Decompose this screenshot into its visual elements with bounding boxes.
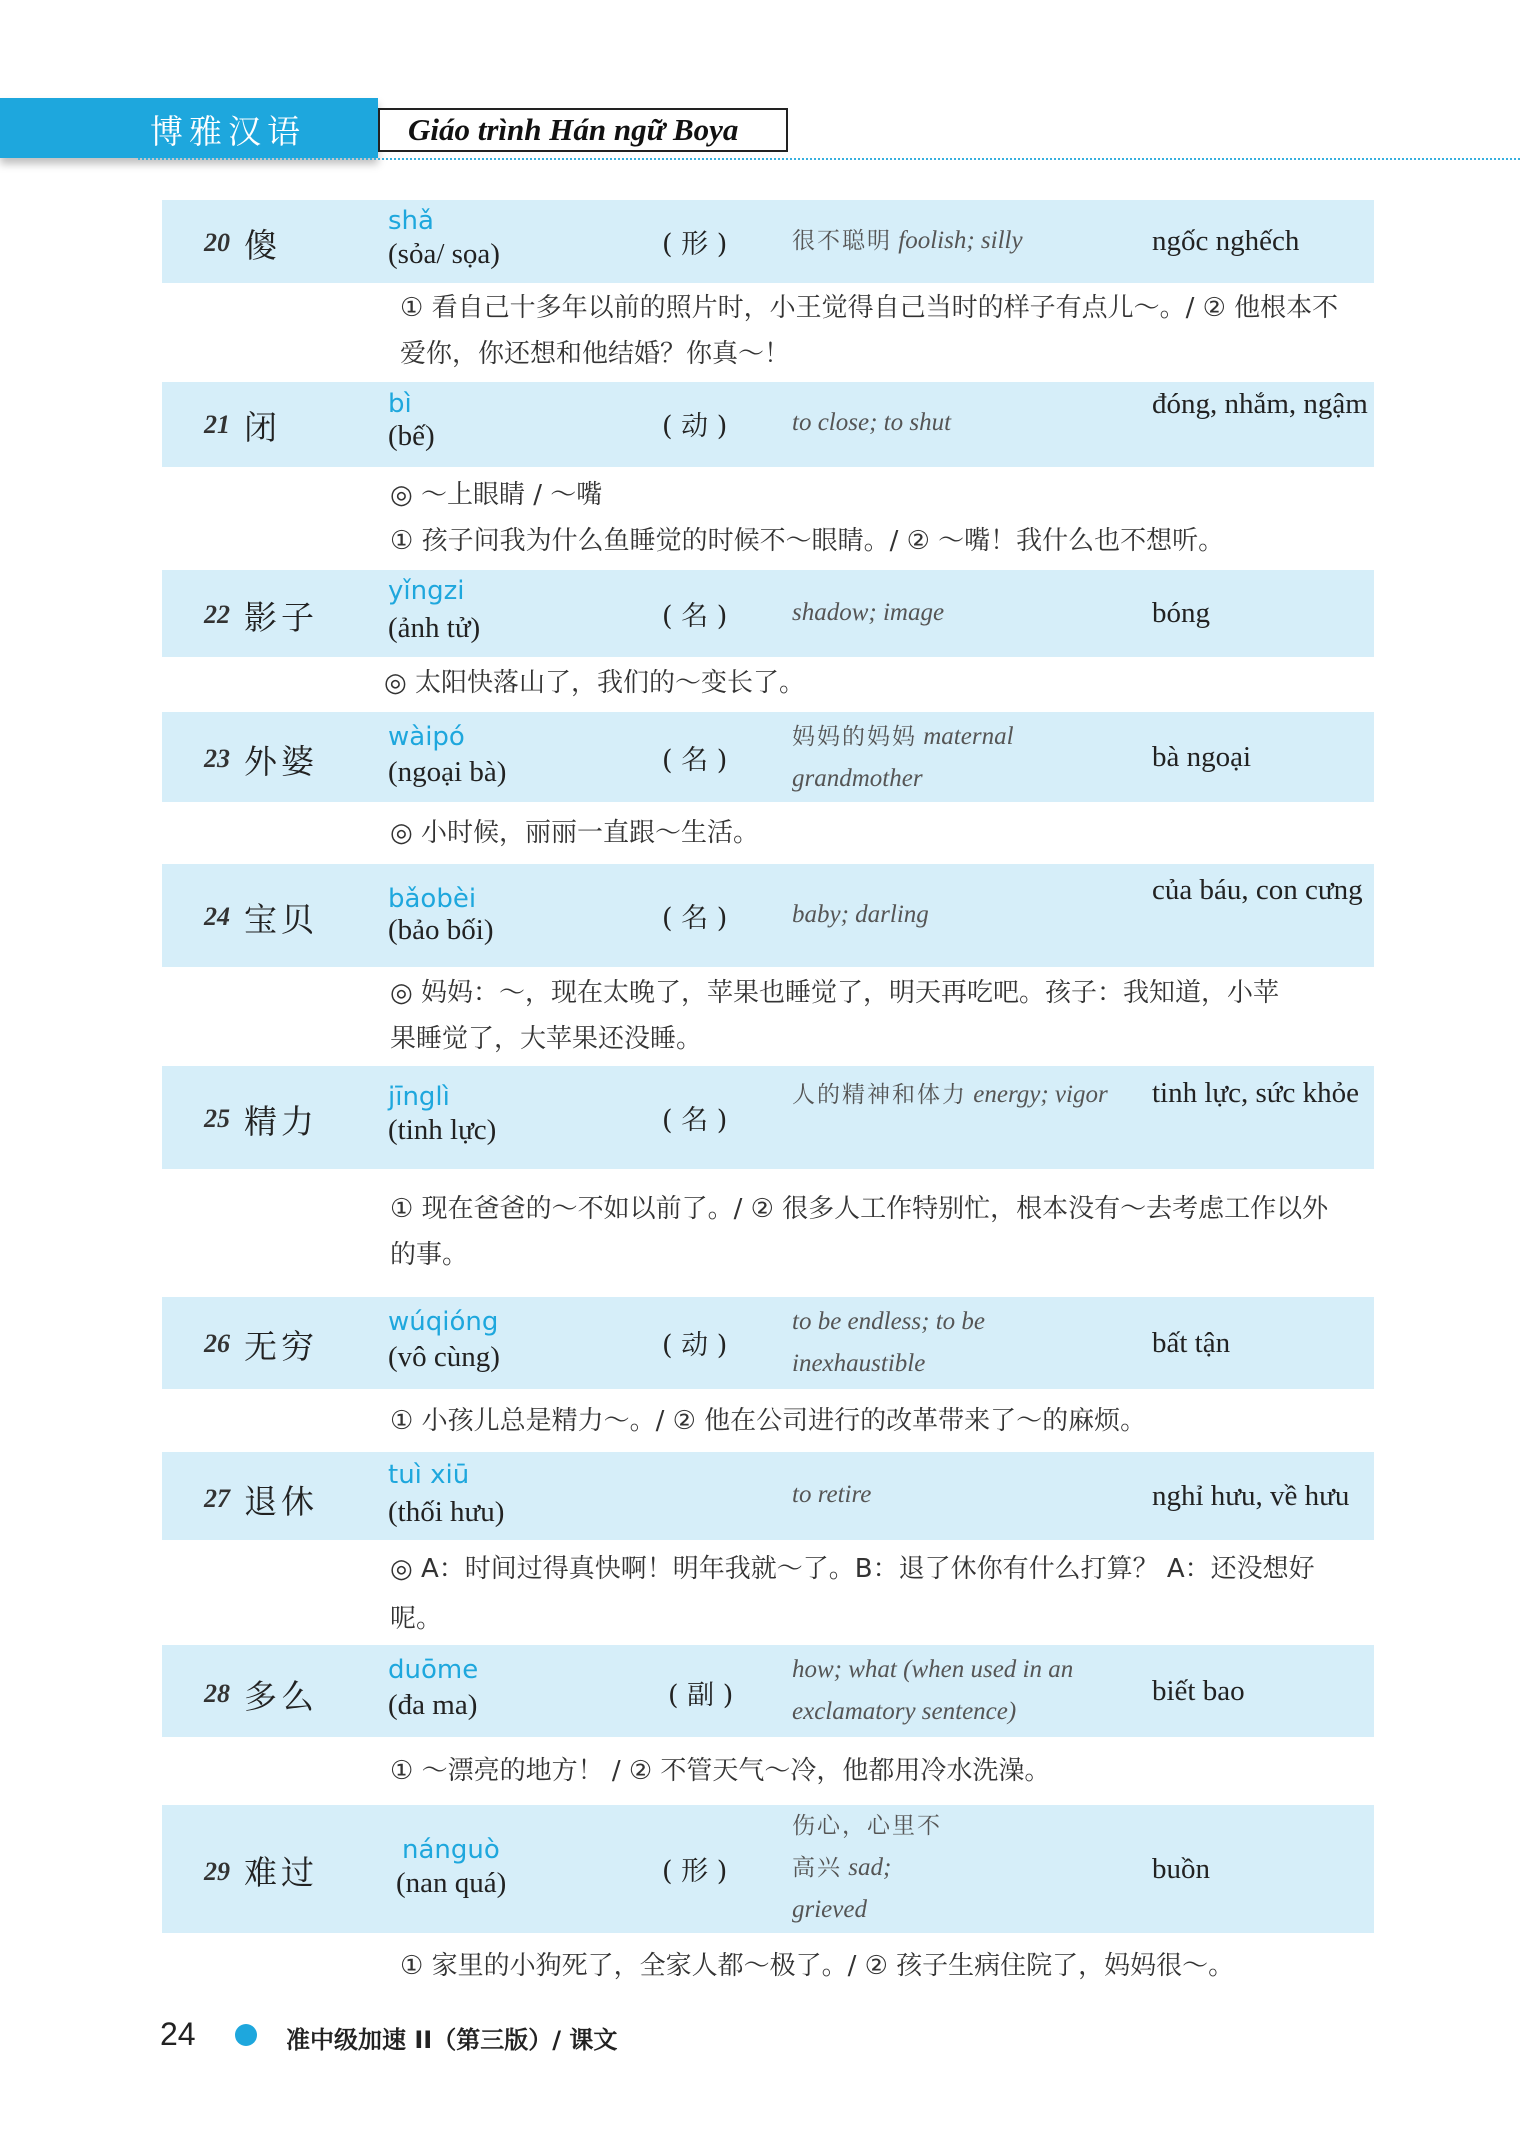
entry-number: 24 bbox=[204, 902, 230, 931]
footer-bullet-icon bbox=[235, 2024, 257, 2046]
entry-sino-viet: (nan quá) bbox=[396, 1867, 507, 1899]
definition-en: foolish; silly bbox=[898, 227, 1023, 254]
vocab-row-20 bbox=[162, 200, 1374, 283]
example-line: ① ～漂亮的地方！ / ② 不管天气～冷，他都用冷水洗澡。 bbox=[390, 1756, 1051, 1786]
entry-definition bbox=[792, 716, 1112, 800]
entry-translation: tinh lực, sức khỏe bbox=[1152, 1077, 1360, 1109]
example-block-20 bbox=[400, 285, 1355, 377]
entry-number: 21 bbox=[204, 410, 230, 439]
example-block-28 bbox=[390, 1748, 1350, 1794]
definition-en: to close; to shut bbox=[792, 409, 952, 436]
entry-pinyin: bǎobèi bbox=[388, 884, 477, 914]
vocab-row-29 bbox=[162, 1805, 1374, 1933]
example-line: ① 家里的小狗死了，全家人都～极了。/ ② 孩子生病住院了，妈妈很～。 bbox=[400, 1951, 1235, 1981]
definition-en: sad; grieved bbox=[792, 1854, 892, 1923]
entry-word: 傻 bbox=[244, 226, 281, 265]
vocab-row-25 bbox=[162, 1066, 1374, 1169]
entry-pinyin: tuì xiū bbox=[388, 1460, 470, 1490]
example-line: ① 现在爸爸的～不如以前了。/ ② 很多人工作特别忙，根本没有～去考虑工作以外的事。 bbox=[390, 1194, 1329, 1270]
entry-pos: ( 动 ) bbox=[662, 411, 728, 442]
entry-definition bbox=[792, 1301, 1092, 1385]
entry-number: 23 bbox=[204, 744, 230, 773]
entry-pinyin: wàipó bbox=[388, 722, 465, 752]
entry-pinyin: shǎ bbox=[388, 206, 434, 236]
entry-pinyin: jīnglì bbox=[388, 1082, 450, 1112]
page-number: 24 bbox=[160, 2016, 196, 2052]
example-block-24 bbox=[390, 970, 1290, 1062]
vocab-row-27 bbox=[162, 1452, 1374, 1540]
example-block-27 bbox=[390, 1544, 1340, 1644]
entry-pinyin: nánguò bbox=[402, 1835, 500, 1865]
entry-number: 28 bbox=[204, 1679, 230, 1708]
entry-number: 22 bbox=[204, 600, 230, 629]
entry-number: 20 bbox=[204, 228, 230, 257]
vocab-row-26 bbox=[162, 1297, 1374, 1389]
definition-en: shadow; image bbox=[792, 599, 945, 626]
entry-sino-viet: (ngoại bà) bbox=[388, 756, 507, 788]
entry-pinyin: bì bbox=[388, 389, 412, 419]
entry-definition bbox=[792, 592, 1112, 634]
entry-definition bbox=[792, 1074, 1112, 1116]
entry-definition bbox=[792, 1474, 1112, 1516]
example-line: ◎ 妈妈：～，现在太晚了，苹果也睡觉了，明天再吃吧。孩子：我知道，小苹果睡觉了，大苹果还没睡。 bbox=[390, 978, 1279, 1054]
book-title-banner bbox=[0, 98, 378, 158]
entry-number: 27 bbox=[204, 1484, 230, 1513]
definition-zh: 人的精神和体力 bbox=[792, 1082, 967, 1108]
entry-sino-viet: (thối hưu) bbox=[388, 1496, 505, 1528]
entry-word: 宝贝 bbox=[244, 900, 318, 939]
entry-sino-viet: (bế) bbox=[388, 420, 435, 452]
definition-zh: 伤心，心里不高兴 bbox=[792, 1813, 942, 1881]
entry-word: 退休 bbox=[244, 1482, 318, 1521]
example-block-22 bbox=[384, 660, 1344, 706]
entry-translation: bóng bbox=[1152, 597, 1210, 629]
entry-pos: ( 名 ) bbox=[662, 601, 728, 632]
example-block-21 bbox=[390, 472, 1350, 564]
entry-translation: bất tận bbox=[1152, 1327, 1231, 1359]
entry-translation: đóng, nhắm, ngậm bbox=[1152, 388, 1368, 420]
entry-sino-viet: (vô cùng) bbox=[388, 1341, 500, 1373]
example-line: ① 孩子问我为什么鱼睡觉的时候不～眼睛。/ ② ～嘴！我什么也不想听。 bbox=[390, 526, 1225, 556]
entry-pos: ( 名 ) bbox=[662, 1105, 728, 1136]
example-line: ① 看自己十多年以前的照片时，小王觉得自己当时的样子有点儿～。/ ② 他根本不爱你，你还想和他结婚？你真～！ bbox=[400, 293, 1339, 369]
entry-sino-viet: (sỏa/ sọa) bbox=[388, 238, 500, 270]
entry-definition bbox=[792, 220, 1132, 262]
definition-en: energy; vigor bbox=[973, 1081, 1108, 1108]
book-title-vi: Giáo trình Hán ngữ Boya bbox=[408, 112, 739, 147]
entry-number: 25 bbox=[204, 1104, 230, 1133]
vocab-row-28 bbox=[162, 1645, 1374, 1737]
vocab-row-24 bbox=[162, 864, 1374, 967]
example-block-29 bbox=[400, 1943, 1360, 1989]
example-line: ◎ A：时间过得真快啊！明年我就～了。B：退了休你有什么打算？ A：还没想好呢。 bbox=[390, 1554, 1315, 1634]
definition-en: maternal grandmother bbox=[792, 723, 1014, 792]
entry-word: 多么 bbox=[244, 1677, 318, 1716]
entry-word: 影子 bbox=[244, 598, 318, 637]
example-line: ◎ 太阳快落山了，我们的～变长了。 bbox=[384, 668, 805, 698]
definition-en: to retire bbox=[792, 1481, 872, 1508]
entry-word: 外婆 bbox=[244, 742, 318, 781]
footer-book-title: 准中级加速 II（第三版）/ 课文 bbox=[286, 2026, 618, 2054]
definition-zh: 很不聪明 bbox=[792, 228, 892, 254]
example-block-26 bbox=[390, 1398, 1350, 1444]
vocab-row-23 bbox=[162, 712, 1374, 802]
entry-sino-viet: (đa ma) bbox=[388, 1689, 478, 1721]
entry-definition bbox=[792, 402, 1112, 444]
entry-word: 精力 bbox=[244, 1102, 318, 1141]
entry-pos: ( 副 ) bbox=[668, 1680, 734, 1711]
example-block-23 bbox=[390, 810, 1350, 856]
entry-number: 29 bbox=[204, 1857, 230, 1886]
example-block-25 bbox=[390, 1186, 1350, 1278]
entry-definition bbox=[792, 1649, 1122, 1733]
entry-translation: biết bao bbox=[1152, 1675, 1245, 1707]
entry-translation: nghỉ hưu, về hưu bbox=[1152, 1480, 1350, 1512]
entry-sino-viet: (ảnh tử) bbox=[388, 612, 481, 644]
entry-translation: của báu, con cưng bbox=[1152, 874, 1363, 906]
entry-translation: ngốc nghếch bbox=[1152, 225, 1300, 257]
entry-sino-viet: (bảo bối) bbox=[388, 914, 494, 946]
vocab-row-21 bbox=[162, 382, 1374, 467]
entry-word: 闭 bbox=[244, 408, 281, 447]
definition-en: how; what (when used in an exclamatory sentence) bbox=[792, 1656, 1074, 1725]
entry-number: 26 bbox=[204, 1329, 230, 1358]
entry-translation: bà ngoại bbox=[1152, 741, 1252, 773]
entry-definition bbox=[792, 894, 1112, 936]
definition-en: baby; darling bbox=[792, 901, 929, 928]
example-line: ◎ 小时候，丽丽一直跟～生活。 bbox=[390, 818, 759, 848]
entry-pos: ( 名 ) bbox=[662, 745, 728, 776]
book-title-cn: 博雅汉语 bbox=[150, 112, 306, 151]
entry-definition bbox=[792, 1805, 942, 1930]
book-title-box bbox=[378, 108, 788, 152]
header-divider bbox=[138, 158, 1520, 160]
entry-pinyin: duōme bbox=[388, 1655, 479, 1685]
entry-pos: ( 形 ) bbox=[662, 1856, 728, 1887]
definition-en: to be endless; to be inexhaustible bbox=[792, 1308, 986, 1377]
entry-pinyin: yǐngzi bbox=[388, 576, 465, 606]
example-line: ◎ ～上眼睛 / ～嘴 bbox=[390, 480, 603, 510]
entry-pos: ( 形 ) bbox=[662, 229, 728, 260]
entry-word: 无穷 bbox=[244, 1327, 318, 1366]
entry-pos: ( 动 ) bbox=[662, 1330, 728, 1361]
entry-pinyin: wúqióng bbox=[388, 1307, 499, 1337]
definition-zh: 妈妈的妈妈 bbox=[792, 724, 917, 750]
entry-word: 难过 bbox=[244, 1853, 318, 1892]
example-line: ① 小孩儿总是精力～。/ ② 他在公司进行的改革带来了～的麻烦。 bbox=[390, 1406, 1147, 1436]
entry-pos: ( 名 ) bbox=[662, 903, 728, 934]
vocab-row-22 bbox=[162, 570, 1374, 657]
entry-translation: buồn bbox=[1152, 1853, 1210, 1885]
entry-sino-viet: (tinh lực) bbox=[388, 1114, 497, 1146]
